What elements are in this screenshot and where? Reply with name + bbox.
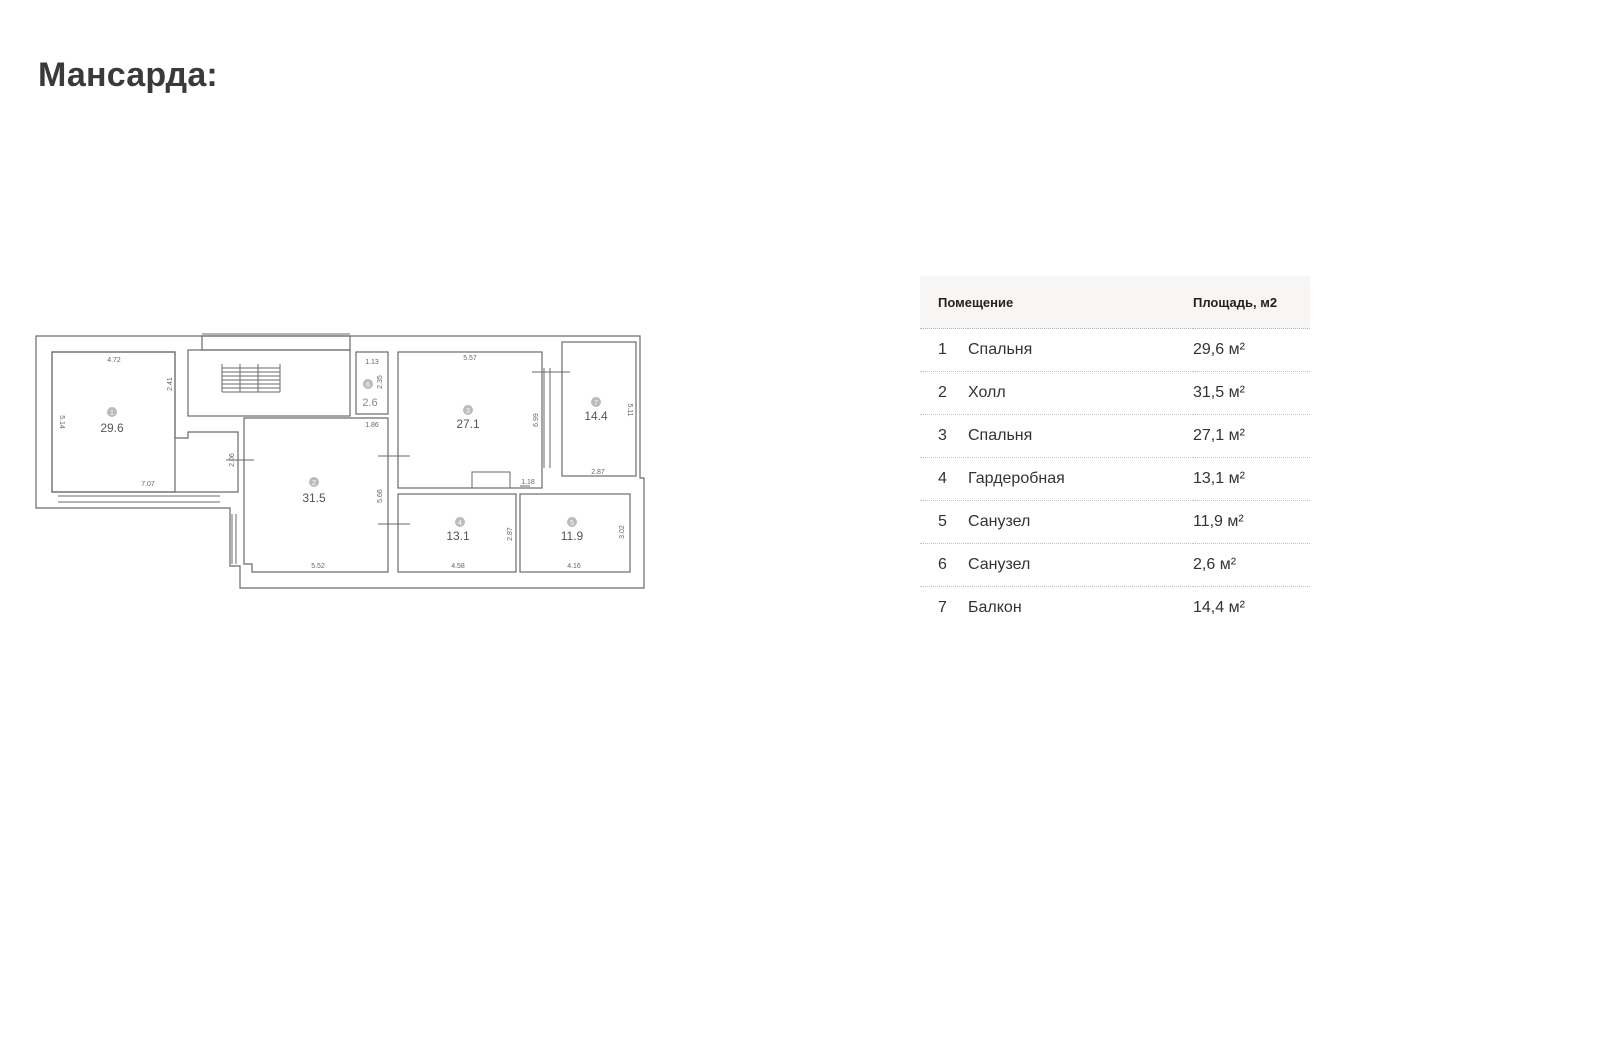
dimension-label: 1.13 — [365, 359, 379, 366]
row-room-name: Гардеробная — [968, 458, 1193, 501]
dimension-label: 2.41 — [167, 377, 174, 391]
room-marker-7 — [584, 397, 608, 423]
table-row — [920, 372, 1310, 415]
room-marker-3 — [456, 405, 480, 431]
row-room-area: 2,6 м² — [1193, 544, 1310, 587]
dimension-label: 3.02 — [619, 525, 626, 539]
room-number-label: 1 — [110, 410, 114, 417]
dimension-label: 2.87 — [507, 527, 514, 541]
dimension-label: 4.58 — [451, 563, 465, 570]
row-room-area: 29,6 м² — [1193, 329, 1310, 372]
room-area-label: 2.6 — [362, 397, 378, 409]
row-room-area: 31,5 м² — [1193, 372, 1310, 415]
room-number-label: 3 — [466, 408, 470, 415]
stair-outline — [188, 350, 350, 416]
room-marker-4 — [446, 517, 470, 543]
table-row — [920, 458, 1310, 501]
row-room-name: Холл — [968, 372, 1193, 415]
row-room-area: 14,4 м² — [1193, 599, 1245, 616]
room-marker-6 — [362, 379, 377, 409]
room-area-label: 14.4 — [584, 409, 608, 423]
row-number: 4 — [920, 458, 968, 501]
room-area-label: 29.6 — [100, 421, 124, 435]
room-number-label: 4 — [458, 520, 462, 527]
room-area-label: 11.9 — [560, 529, 584, 543]
floor-plan — [30, 328, 660, 600]
room-area-table — [920, 276, 1310, 629]
page-title: Мансарда: — [38, 56, 218, 94]
row-number: 6 — [920, 544, 968, 587]
stair-block — [202, 336, 350, 350]
dimension-label: 2.35 — [377, 375, 384, 389]
room-number-label: 2 — [312, 480, 316, 487]
table-header-row — [920, 276, 1310, 329]
stair-treads — [222, 364, 280, 392]
dimension-label: 5.66 — [377, 489, 384, 503]
table-row — [920, 329, 1310, 372]
row-number: 3 — [920, 415, 968, 458]
row-number: 5 — [920, 501, 968, 544]
row-room-area: 27,1 м² — [1193, 415, 1310, 458]
dimension-label: 1.18 — [521, 479, 535, 486]
inner-wall — [52, 352, 238, 492]
header-area: Площадь, м2 — [1193, 276, 1310, 329]
row-number: 1 — [920, 329, 968, 372]
row-number: 7 — [938, 599, 947, 616]
outer-wall — [36, 336, 644, 588]
dimension-label: 5.57 — [463, 355, 477, 362]
room-area-label: 27.1 — [456, 417, 480, 431]
dimension-label: 2.87 — [591, 469, 605, 476]
row-room-name: Спальня — [968, 329, 1193, 372]
window-marks — [58, 334, 570, 564]
dimension-label: 6.99 — [533, 413, 540, 427]
room-area-label: 31.5 — [302, 491, 326, 505]
row-room-area: 13,1 м² — [1193, 458, 1310, 501]
room-marker-2 — [302, 477, 326, 505]
row-room-area: 11,9 м² — [1193, 501, 1310, 544]
row-room-name: Санузел — [968, 501, 1193, 544]
room-number-label: 7 — [594, 400, 598, 407]
room-area-label: 13.1 — [446, 529, 470, 543]
header-room: Помещение — [920, 276, 1193, 329]
row-room-name: Балкон — [968, 599, 1022, 616]
room-marker-1 — [100, 407, 124, 435]
room-number-label: 5 — [570, 520, 574, 527]
dimension-label: 5.52 — [311, 563, 325, 570]
row-room-name: Спальня — [968, 415, 1193, 458]
table-row — [920, 587, 1310, 630]
dimension-label: 4.16 — [567, 563, 581, 570]
floor-plan-drawing — [30, 328, 660, 600]
row-room-name: Санузел — [968, 544, 1193, 587]
table-row — [920, 501, 1310, 544]
table-row — [920, 415, 1310, 458]
dimension-label: 2.06 — [229, 453, 236, 467]
dimension-label: 4.72 — [107, 357, 121, 364]
room-number-label: 6 — [366, 382, 370, 389]
table-row — [920, 544, 1310, 587]
room-marker-5 — [561, 517, 584, 543]
dimension-label: 7.07 — [141, 481, 155, 488]
dimension-label: 5.11 — [626, 403, 633, 417]
dimension-label: 5.14 — [58, 415, 65, 429]
row-number: 2 — [920, 372, 968, 415]
dimension-label: 1.86 — [365, 422, 379, 429]
